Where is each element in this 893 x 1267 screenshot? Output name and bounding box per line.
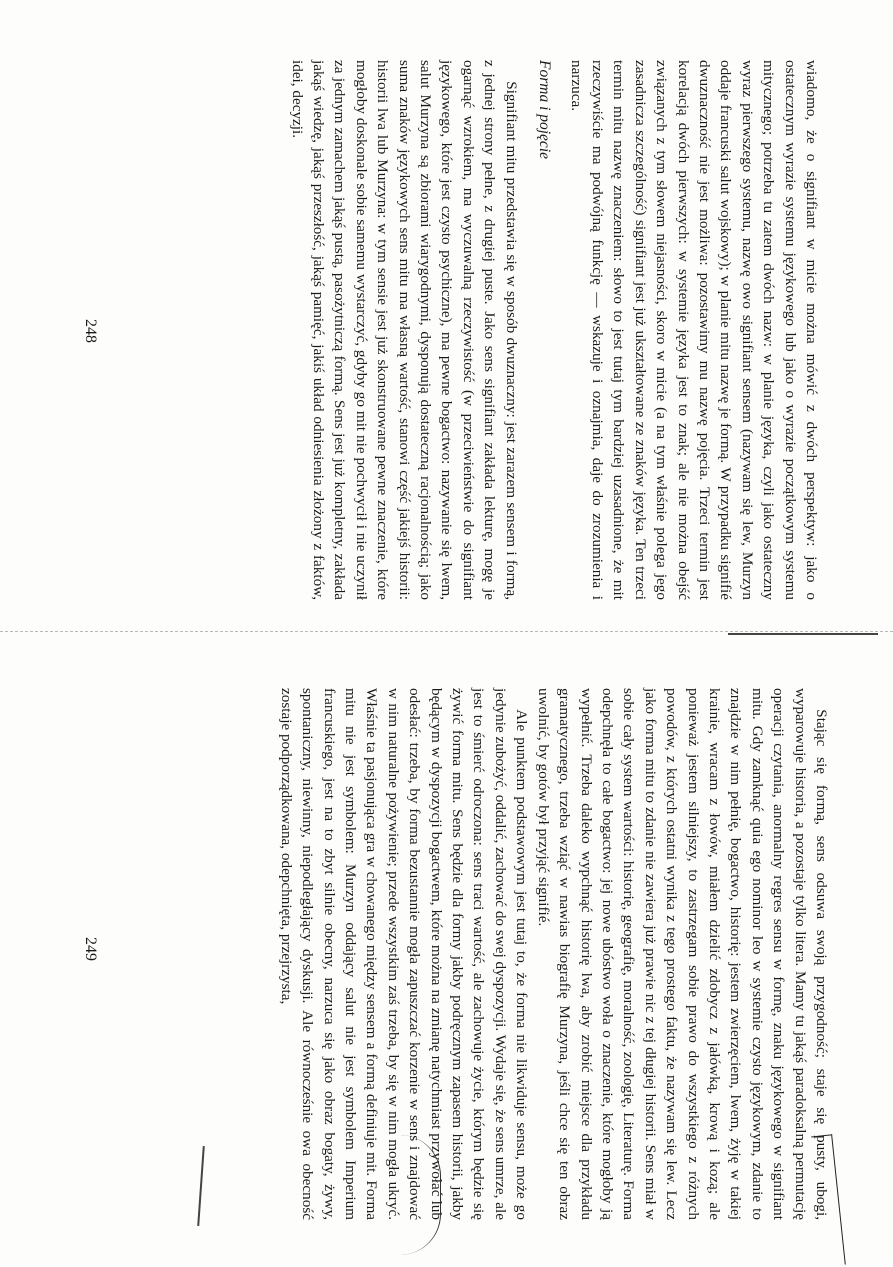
page-fold-line [0,631,893,632]
page-number-left: 248 [82,319,99,343]
right-page-text [112,688,832,1220]
left-page-text [110,60,822,600]
right-page-paragraph-2: Ale punktem podstawowym jest tutaj to, że forma nie likwiduje sensu, może go jedynie zubożyć, oddalić, zachować do swej dyspozycji. Wydaje się, że sens umrze, ale jest to śmierć odroczona: sens traci wartość, ale zachowuje życie, którym będzie się żywić forma mitu. Sens będzie dla formy jakby podręcznym zapasem historii, jakby będącym w dyspozycji bogactwem, które można na zmianę natychmiast przywołać lub odesłać: trzeba, by forma bezustannie mogła zapuszczać korzenie w sens i znajdować w nim naturalne pożywienie; przede wszystkim zaś trzeba, by się w nim mogła ukryć. Właśnie ta pasjonująca gra w chowanego między sensem a formą definiuje mit. Forma mitu nie jest symbolem: Murzyn oddający salut nie jest symbolem Imperium francuskiego, jest na to zbyt silnie obecny, narzuca się jako obraz bogaty, żywy, spontaniczny, niewinny, niepodległający dyskusji. Ale równocześnie owa obecność zostaje podporządkowana, odepchnięta, przejrzysta, [277,688,531,1220]
page-number-right: 249 [82,937,99,961]
section-heading: Forma i pojęcie [536,60,554,160]
page-edge-shadow [728,633,878,635]
left-page-paragraph-1: wiadomo, że o signifiant w micie można mówić z dwóch perspektyw: jako o ostatecznym wyrazie systemu językowego lub jako o wyrazie początkowym systemu mitycznego; potrzeba tu zatem dwóch nazw: w planie języka, czyli jako ostateczny wyraz pierwszego systemu, nazwę owo signifiant sensem (nazywam się lew, Murzyn oddaje francuski salut wojskowy); w planie mitu nazwę je formą. W przypadku signifié dwuznaczność nie jest możliwa: pozostawimy mu nazwę pojęcia. Trzeci termin jest korelacją dwóch pierwszych: w systemie języka jest to znak; ale nie można obejść związanych z tym słowem niejasności, skoro w micie (a na tym właśnie polega jego zasadnicza szczególność) signifiant jest już ukształtowane ze znaków języka. Ten trzeci termin mitu nazwę znaczeniem: słowo to jest tutaj tym bardziej uzasadnione, że mit rzeczywiście ma podwójną funkcję — wskazuje i oznajmia, daje do zrozumienia i narzuca. [567,60,820,600]
right-page-paragraph-1: Stając się formą, sens odsuwa swoją przygodność; staje się pusty, ubogi, wyparowuje historia, a pozostaje tylko litera. Mamy tu jakąś paradoksalną permutację operacji czytania, anormalny regres sensu w formę, znaku językowego w signifiant mitu. Gdy zamknąć quia ego nominor leo w systemie czysto językowym, zdanie to znajdzie w nim pełnię, bogactwo, historię: jestem zwierzęciem, lwem, żyję w takiej krainie, wracam z łowów, miałem dzielić zdobycz z jałówką, krową i kozą; ale ponieważ jestem silniejszy, to zastrzegam sobie prawo do wszystkiego z różnych powodów, z których ostatni wynika z tego prostego faktu, że nazywam się lew. Lecz jako forma mitu to zdanie nie zawiera już prawie nic z tej długiej historii. Sens miał w sobie cały system wartości: historię, geografię, moralność, zoologię, Literaturę. Forma odepchnęła to całe bogactwo: jej nowe ubóstwo woła o znaczenie, które mogłoby ją wypełnić. Trzeba daleko wypchnąć historię lwa, aby zrobić miejsce dla przykładu gramatycznego, trzeba wziąć w nawias biografię Murzyna, jeśli chce się ten obraz uwolnić, by gotów był przyjąć signifié. [534,688,830,1220]
left-page-paragraph-2: Signifiant mitu przedstawia się w sposób dwuznaczny: jest zarazem sensem i formą, z jednej strony pełne, z drugiej puste. Jako sens signifiant zakłada lekturę, mogę je ogarnąć wzrokiem, ma wyczuwalną rzeczywistość (w przeciwieństwie do signifiant językowego, które jest czysto psychiczne), ma pewne bogactwo: nazywanie się lwem, salut Murzyna są zbiorami wiarygodnymi, dysponują dostateczną racjonalnością; jako suma znaków językowych sens mitu ma własną wartość, stanowi część jakiejś historii: historii lwa lub Murzyna: w tym sensie jest już skonstruowane pewne znaczenie, które mogłoby doskonale sobie samemu wystarczyć, gdyby go mit nie pochwycił i nie uczynił za jednym zamachem jakąś pustą, pasożytniczą formą. Sens jest już kompletny, zakłada jakąś wiedzę, jakąś przeszłość, jakąś pamięć, jakiś układ odniesienia złożony z faktów, idei, decyzji. [288,60,520,600]
